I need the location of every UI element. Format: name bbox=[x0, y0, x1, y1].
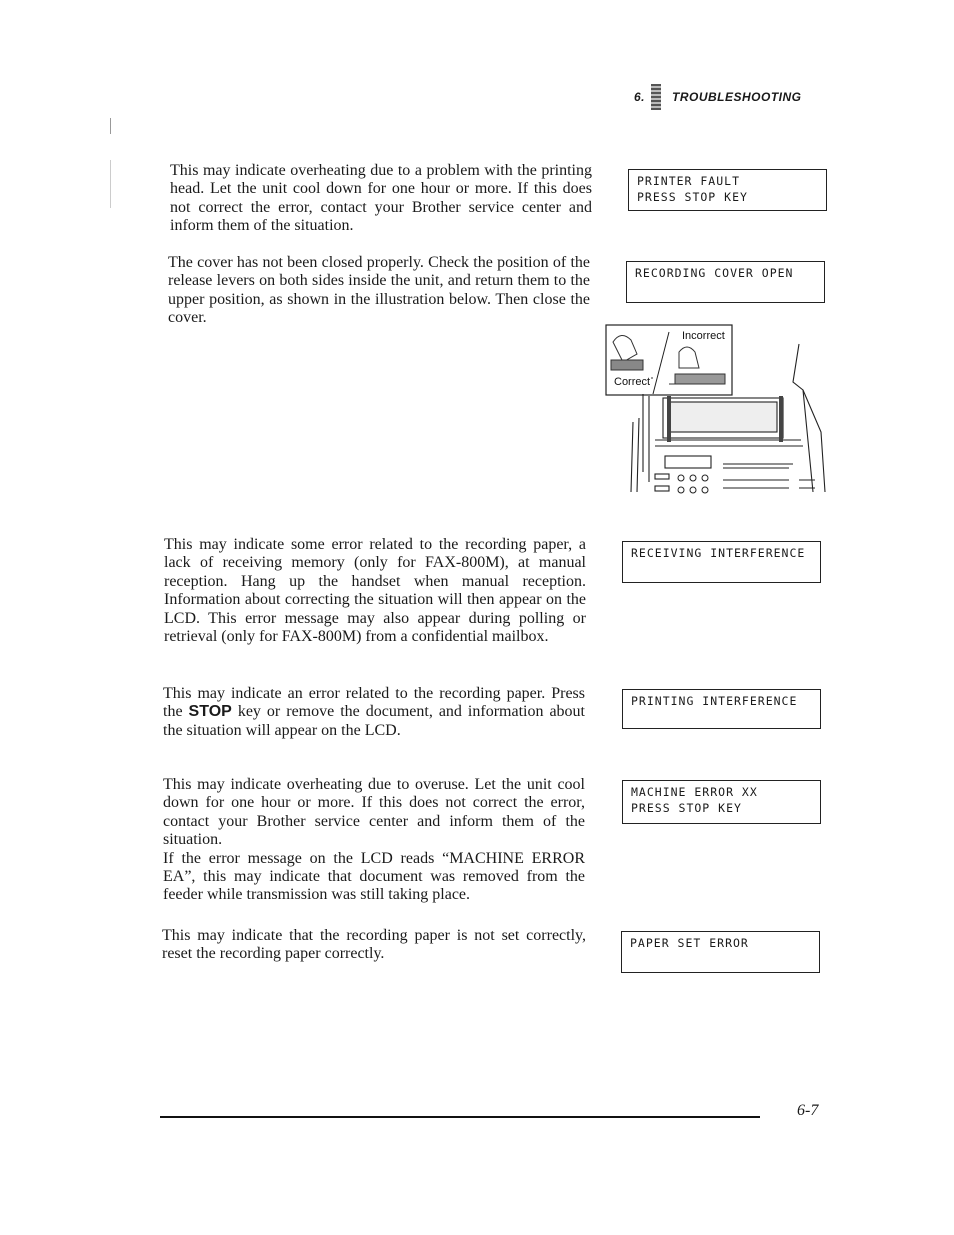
chapter-title: TROUBLESHOOTING bbox=[672, 90, 802, 104]
lcd-line: PAPER SET ERROR bbox=[630, 936, 749, 950]
scan-mark bbox=[110, 118, 111, 134]
stop-key-name: STOP bbox=[188, 703, 232, 721]
lcd-machine-error bbox=[622, 780, 821, 824]
section-machine-error-text bbox=[163, 776, 585, 905]
section-receiving-interference-text: This may indicate some error related to the recording paper, a lack of receiving memory (only for FAX-800M), at manual reception. Hang up the handset when manual reception. Information about correcting the situation will then appear on the LCD. This error message may also appear during polling or retrieval (only for FAX-800M) from a confidential mailbox. bbox=[164, 536, 586, 646]
text-fragment: This may indicate an error related to the recording paper. Press the bbox=[163, 685, 585, 721]
lcd-recording-cover-open bbox=[626, 261, 825, 303]
fax-machine-drawing bbox=[603, 322, 827, 498]
section-printing-interference-text bbox=[163, 685, 585, 740]
footer-rule bbox=[160, 1116, 760, 1118]
lcd-receiving-interference bbox=[622, 541, 821, 583]
lcd-printer-fault bbox=[628, 169, 827, 211]
lcd-printing-interference bbox=[622, 689, 821, 729]
lcd-line: RECEIVING INTERFERENCE bbox=[631, 546, 806, 560]
lcd-line: RECORDING COVER OPEN bbox=[635, 266, 794, 280]
page-number: 6-7 bbox=[797, 1102, 819, 1119]
lcd-line: PRINTER FAULT bbox=[637, 174, 741, 188]
scan-mark bbox=[110, 160, 111, 208]
chapter-header bbox=[634, 84, 844, 108]
label-incorrect: Incorrect bbox=[682, 330, 725, 342]
lcd-line: MACHINE ERROR XX bbox=[631, 785, 758, 799]
chapter-tab-marker bbox=[651, 84, 661, 110]
lcd-line: PRINTING INTERFERENCE bbox=[631, 694, 798, 708]
lcd-paper-set-error bbox=[621, 931, 820, 973]
lcd-line: PRESS STOP KEY bbox=[637, 190, 748, 204]
section-cover-open-text: The cover has not been closed properly. Check the position of the release levers on both sides inside the unit, and return them to the upper position, as shown in the illustration below. Then close the cover. bbox=[168, 254, 590, 327]
paragraph: This may indicate overheating due to overuse. Let the unit cool down for one hour or more. If this does not correct the error, contact your Brother service center and inform them of the situation. bbox=[163, 776, 585, 849]
label-correct: Correct bbox=[614, 376, 651, 388]
release-lever-illustration bbox=[603, 322, 827, 498]
section-printer-fault-text: This may indicate overheating due to a problem with the printing head. Let the unit cool down for one hour or more. If this does not correct the error, contact your Brother service center and inform them of the situation. bbox=[170, 162, 592, 235]
lcd-line: PRESS STOP KEY bbox=[631, 801, 742, 815]
paragraph: If the error message on the LCD reads “MACHINE ERROR EA”, this may indicate that document was removed from the feeder while transmission was still taking place. bbox=[163, 849, 585, 904]
chapter-number: 6. bbox=[634, 90, 646, 104]
text-fragment: key or remove the document, and information about the situation will appear on the LCD. bbox=[163, 703, 586, 739]
section-paper-set-error-text: This may indicate that the recording paper is not set correctly, reset the recording paper correctly. bbox=[162, 927, 586, 963]
